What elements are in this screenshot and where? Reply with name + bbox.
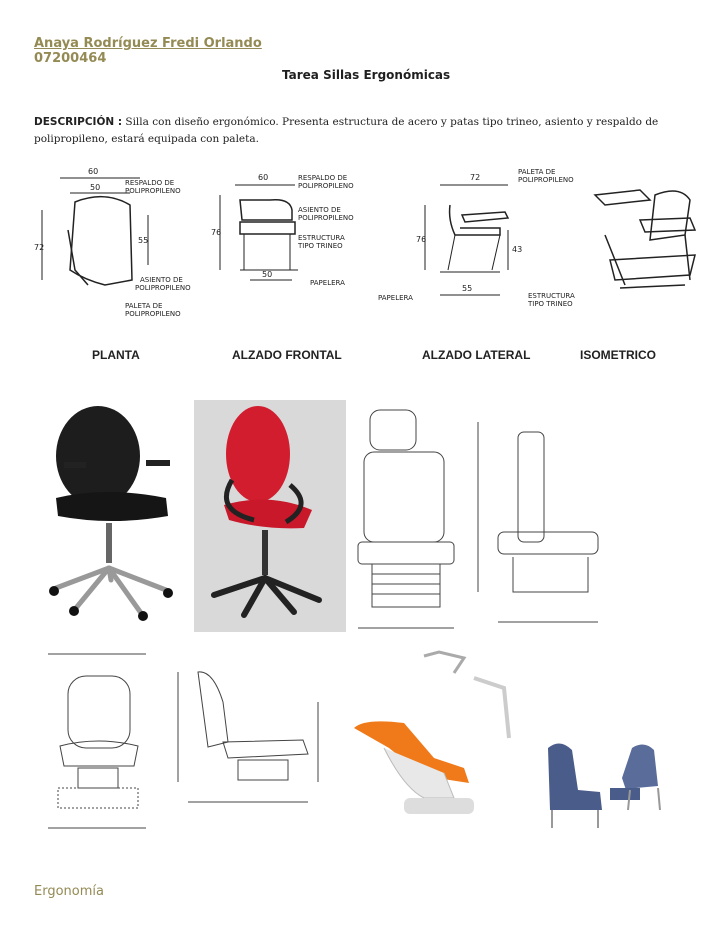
- svg-text:ESTRUCTURA: ESTRUCTURA: [528, 292, 575, 300]
- seat-side-drawing: [168, 662, 336, 812]
- svg-text:PAPELERA: PAPELERA: [310, 279, 345, 287]
- svg-text:ASIENTO DE: ASIENTO DE: [298, 206, 341, 214]
- black-office-chair-photo: [36, 398, 186, 634]
- svg-text:POLIPROPILENO: POLIPROPILENO: [298, 214, 354, 222]
- dim-76-lateral: 76: [416, 235, 427, 244]
- dim-72-lateral: 72: [470, 173, 481, 182]
- suspension-seat-drawings: [348, 392, 610, 637]
- label-planta: PLANTA: [92, 348, 140, 362]
- student-id: 07200464: [34, 51, 107, 66]
- svg-text:PALETA DE: PALETA DE: [518, 168, 556, 176]
- page-title: Tarea Sillas Ergonómicas: [282, 68, 451, 82]
- dental-chair-photo: [344, 648, 532, 828]
- svg-text:PAPELERA: PAPELERA: [378, 294, 413, 302]
- svg-text:POLIPROPILENO: POLIPROPILENO: [298, 182, 354, 190]
- label-alzado-lateral: ALZADO LATERAL: [422, 348, 531, 362]
- author-name: Anaya Rodríguez Fredi Orlando: [34, 36, 262, 51]
- dim-50-frontal: 50: [262, 270, 273, 279]
- annotation-asiento: ASIENTO DE: [140, 276, 183, 284]
- svg-text:TIPO TRINEO: TIPO TRINEO: [528, 300, 573, 308]
- isometrico-view: [595, 190, 695, 288]
- dim-55-planta: 55: [138, 236, 149, 245]
- tractor-seat-drawing: [38, 646, 156, 836]
- dim-76-frontal: 76: [211, 228, 222, 237]
- svg-text:TIPO TRINEO: TIPO TRINEO: [298, 242, 343, 250]
- author-block: [34, 36, 262, 66]
- recliner-chairs-photo: [540, 730, 670, 830]
- annotation-respaldo-2: POLIPROPILENO: [125, 187, 181, 195]
- description-label: DESCRIPCIÓN :: [34, 116, 123, 128]
- annotation-paleta-2: POLIPROPILENO: [125, 310, 181, 318]
- svg-text:RESPALDO DE: RESPALDO DE: [298, 174, 348, 182]
- description: [34, 114, 702, 148]
- alzado-lateral-view: [378, 168, 575, 308]
- svg-text:ESTRUCTURA: ESTRUCTURA: [298, 234, 345, 242]
- description-text: Silla con diseño ergonómico. Presenta estructura de acero y patas tipo trineo, asiento y respaldo de polipropileno, estará equipada con paleta.: [34, 116, 659, 145]
- annotation-asiento-2: POLIPROPILENO: [135, 284, 191, 292]
- label-alzado-frontal: ALZADO FRONTAL: [232, 348, 342, 362]
- svg-text:POLIPROPILENO: POLIPROPILENO: [518, 176, 574, 184]
- annotation-paleta: PALETA DE: [125, 302, 163, 310]
- dim-60-frontal: 60: [258, 173, 269, 182]
- alzado-frontal-view: [211, 173, 354, 287]
- dim-43-lateral: 43: [512, 245, 523, 254]
- red-office-chair-photo: [194, 400, 346, 632]
- dim-60-planta: 60: [88, 167, 99, 176]
- dim-55-lateral: 55: [462, 284, 473, 293]
- technical-drawing: [30, 160, 700, 370]
- dim-72-planta: 72: [34, 243, 45, 252]
- planta-view: [34, 167, 191, 318]
- label-isometrico: ISOMETRICO: [580, 348, 657, 362]
- dim-50-planta: 50: [90, 183, 101, 192]
- footer-text: Ergonomía: [34, 884, 104, 899]
- annotation-respaldo: RESPALDO DE: [125, 179, 175, 187]
